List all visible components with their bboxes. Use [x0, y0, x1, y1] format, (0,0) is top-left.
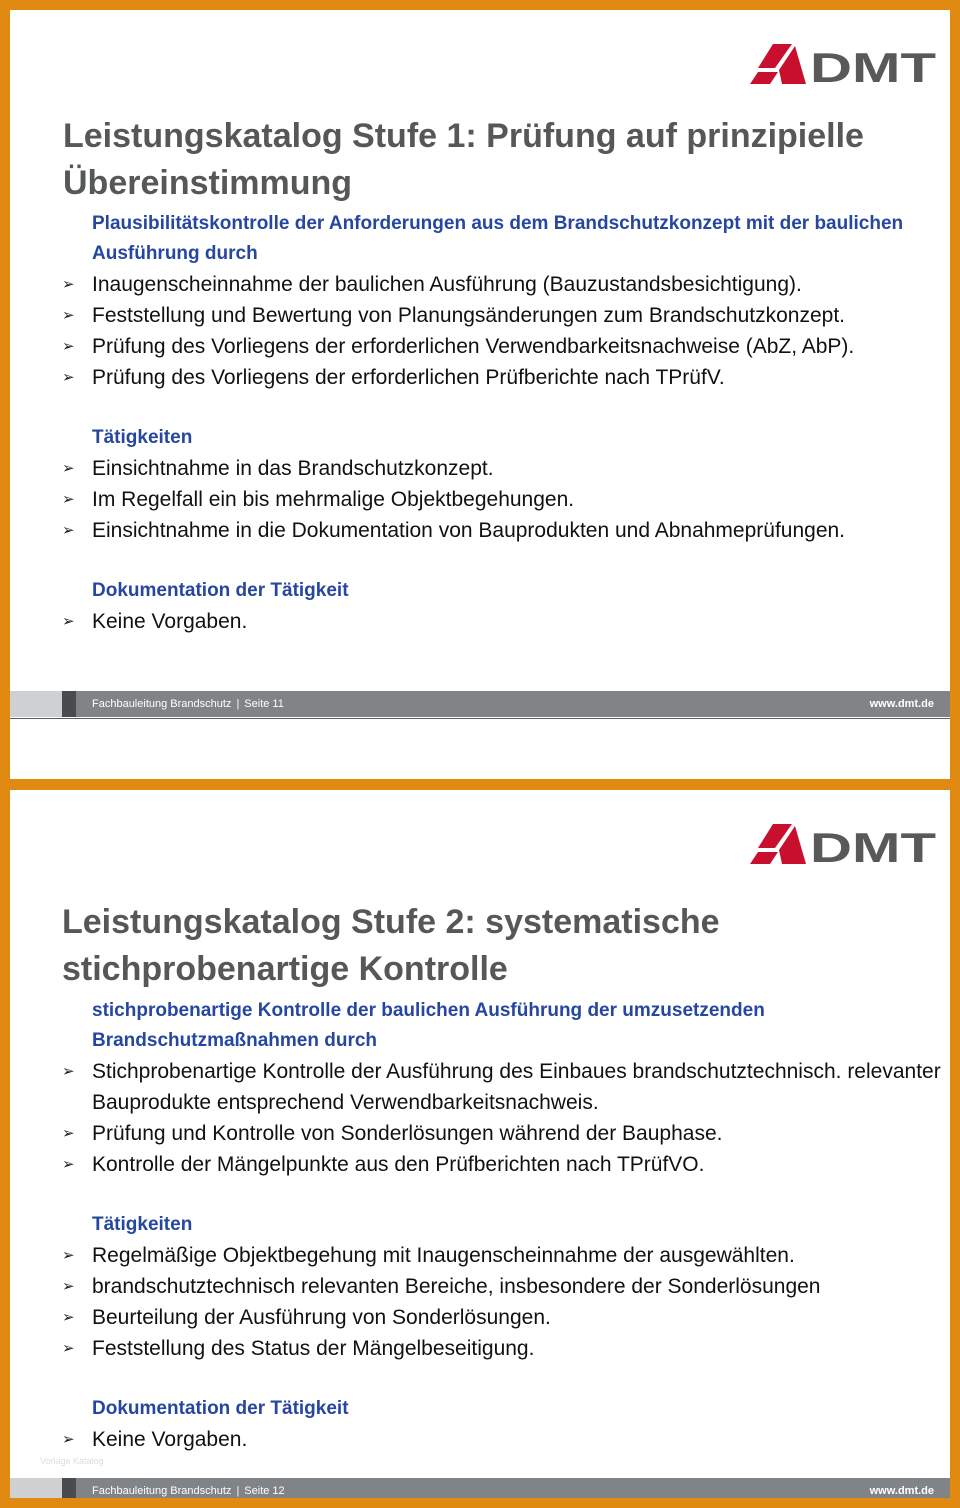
- divider: [10, 718, 950, 719]
- arrowhead-bullet-icon: ➢: [62, 1125, 75, 1142]
- footer-label: Fachbauleitung Brandschutz | Seite 11: [92, 698, 284, 710]
- list-item: ➢ Prüfung des Vorliegens der erforderlichen Verwendbarkeitsnachweise (AbZ, AbP).: [62, 331, 942, 362]
- watermark: Vorlage Katalog: [40, 1456, 104, 1466]
- list-item: ➢ Feststellung des Status der Mängelbeseitigung.: [62, 1333, 942, 1364]
- list-item: ➢ Prüfung und Kontrolle von Sonderlösungen während der Bauphase.: [62, 1118, 942, 1149]
- section-heading: Tätigkeiten: [92, 1214, 193, 1235]
- arrowhead-bullet-icon: ➢: [62, 307, 75, 324]
- list-item: ➢ Keine Vorgaben.: [62, 606, 942, 637]
- list-item: ➢ Prüfung des Vorliegens der erforderlichen Prüfberichte nach TPrüfV.: [62, 362, 942, 393]
- arrowhead-bullet-icon: ➢: [62, 338, 75, 355]
- section-requirements: [62, 996, 942, 1180]
- list-item: ➢ Einsichtnahme in das Brandschutzkonzept.: [62, 453, 942, 484]
- slide-title: Leistungskatalog Stufe 1: Prüfung auf prinzipielle Übereinstimmung: [63, 117, 864, 202]
- list-item: ➢ Stichprobenartige Kontrolle der Ausführung des Einbaues brandschutztechnisch. relevanter Bauprodukte entsprechend Verwendbarkeitsnachweis.: [62, 1056, 942, 1118]
- arrowhead-bullet-icon: ➢: [62, 460, 75, 477]
- arrowhead-bullet-icon: ➢: [62, 1431, 75, 1448]
- arrowhead-bullet-icon: ➢: [62, 613, 75, 630]
- section-documentation: [62, 576, 942, 637]
- dmt-triangle-logo-icon: [748, 820, 938, 870]
- list-item: ➢ brandschutztechnisch relevanten Bereiche, insbesondere der Sonderlösungen: [62, 1271, 942, 1302]
- list-item: ➢ Keine Vorgaben.: [62, 1424, 942, 1455]
- list-item: ➢ Inaugenscheinnahme der baulichen Ausführung (Bauzustandsbesichtigung).: [62, 269, 942, 300]
- arrowhead-bullet-icon: ➢: [62, 1063, 75, 1080]
- logo-text: DMT: [810, 44, 937, 90]
- list-item: ➢ Im Regelfall ein bis mehrmalige Objektbegehungen.: [62, 484, 942, 515]
- list-item: ➢ Regelmäßige Objektbegehung mit Inaugenscheinnahme der ausgewählten.: [62, 1240, 942, 1271]
- page-number: Seite 12: [244, 1485, 285, 1497]
- footer-url: www.dmt.de: [869, 698, 934, 710]
- section-heading: Plausibilitätskontrolle der Anforderungen aus dem Brandschutzkonzept mit der baulichen Ausführung durch: [92, 213, 904, 264]
- list-item: ➢ Einsichtnahme in die Dokumentation von Bauprodukten und Abnahmeprüfungen.: [62, 515, 942, 546]
- arrowhead-bullet-icon: ➢: [62, 1340, 75, 1357]
- page-number: Seite 11: [244, 698, 284, 710]
- slide-content: [62, 209, 942, 667]
- section-heading: Dokumentation der Tätigkeit: [92, 1398, 349, 1419]
- arrowhead-bullet-icon: ➢: [62, 491, 75, 508]
- slide-page-11: [10, 10, 950, 779]
- dmt-logo: [748, 820, 938, 870]
- section-heading: Dokumentation der Tätigkeit: [92, 580, 349, 601]
- arrowhead-bullet-icon: ➢: [62, 276, 75, 293]
- footer-label: Fachbauleitung Brandschutz | Seite 12: [92, 1485, 285, 1497]
- list-item: ➢ Feststellung und Bewertung von Planungsänderungen zum Brandschutzkonzept.: [62, 300, 942, 331]
- slide-title: Leistungskatalog Stufe 2: systematische stichprobenartige Kontrolle: [62, 903, 720, 988]
- section-heading: Tätigkeiten: [92, 427, 193, 448]
- section-activities: [62, 423, 942, 546]
- arrowhead-bullet-icon: ➢: [62, 1247, 75, 1264]
- footer-url: www.dmt.de: [869, 1485, 934, 1497]
- section-requirements: [62, 209, 942, 393]
- slide-footer: [10, 1478, 950, 1498]
- section-heading: stichprobenartige Kontrolle der baulichen Ausführung der umzusetzenden Brandschutzmaßnahmen durch: [92, 1000, 765, 1051]
- section-activities: [62, 1210, 942, 1364]
- arrowhead-bullet-icon: ➢: [62, 369, 75, 386]
- dmt-logo: [748, 40, 938, 90]
- slide-content: [62, 996, 942, 1485]
- list-item: ➢ Beurteilung der Ausführung von Sonderlösungen.: [62, 1302, 942, 1333]
- list-item: ➢ Kontrolle der Mängelpunkte aus den Prüfberichten nach TPrüfVO.: [62, 1149, 942, 1180]
- slide-page-12: [10, 790, 950, 1498]
- arrowhead-bullet-icon: ➢: [62, 1309, 75, 1326]
- section-documentation: [62, 1394, 942, 1455]
- dmt-triangle-logo-icon: [748, 40, 938, 90]
- arrowhead-bullet-icon: ➢: [62, 1156, 75, 1173]
- slide-footer: [10, 691, 950, 717]
- arrowhead-bullet-icon: ➢: [62, 1278, 75, 1295]
- arrowhead-bullet-icon: ➢: [62, 522, 75, 539]
- logo-text: DMT: [810, 824, 937, 870]
